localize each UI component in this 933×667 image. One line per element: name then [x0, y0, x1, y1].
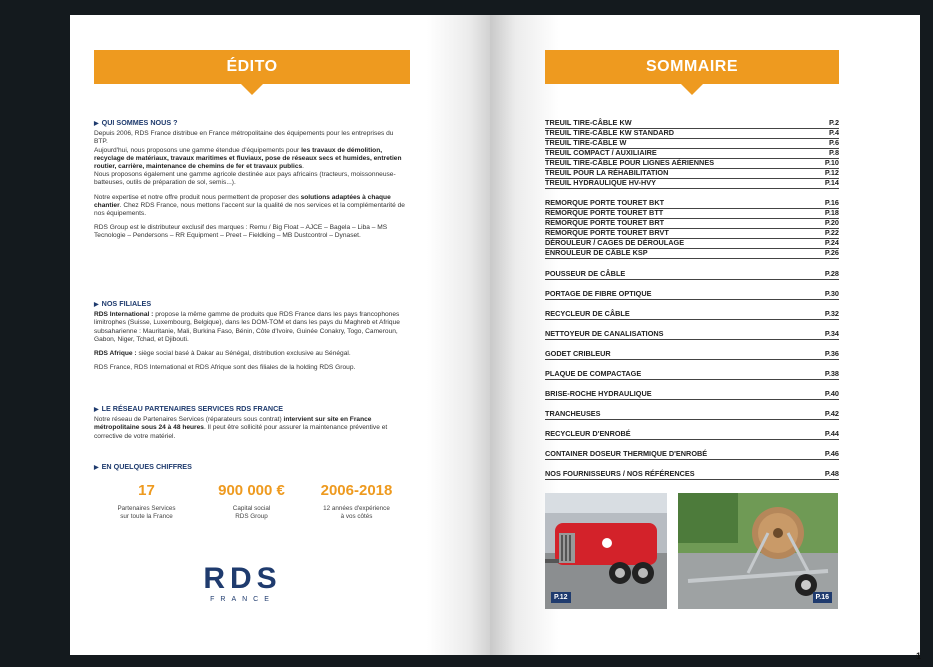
toc-entry[interactable]: CONTAINER DOSEUR THERMIQUE D'ENROBÉ P.46 — [545, 449, 839, 458]
section-heading: ▶ EN QUELQUES CHIFFRES — [94, 462, 192, 471]
section-heading: ▶ LE RÉSEAU PARTENAIRES SERVICES RDS FRANCE — [94, 404, 284, 413]
toc-entry[interactable]: DÉROULEUR / CAGES DE DÉROULAGE P.24 — [545, 238, 839, 247]
left-page — [70, 15, 490, 655]
section-reseau-partenaires — [94, 405, 409, 447]
paragraph: Aujourd'hui, nous proposons une gamme étendue d'équipements pour les travaux de démolition, recyclage de matériaux, travaux maritimes et fluviaux, pose de réseaux secs et humides, entretien routier, carrière, maintenance de chemins de fer et travaux publics. — [94, 146, 402, 171]
paragraph: RDS France, RDS International et RDS Afrique sont des filiales de la holding RDS Group. — [94, 364, 356, 372]
stat-capital: 900 000 € Capital social RDS Group — [218, 482, 285, 520]
toc-entry[interactable]: PORTAGE DE FIBRE OPTIQUE P.30 — [545, 289, 839, 298]
toc-entry[interactable]: POUSSEUR DE CÂBLE P.28 — [545, 269, 839, 278]
section-qui-sommes-nous — [94, 119, 409, 247]
paragraph: Notre expertise et notre offre produit nous permettent de proposer des solutions adaptées à chaque chantier. Chez RDS France, nous mettons l'accent sur la qualité de nos services et la complémentarité de nos équipements. — [94, 193, 405, 218]
arrow-icon: ▶ — [94, 121, 99, 127]
toc-entry[interactable]: BRISE-ROCHE HYDRAULIQUE P.40 — [545, 389, 839, 398]
edito-banner: ÉDITO — [94, 50, 410, 84]
photo-treuil-rehabilitation[interactable] — [545, 493, 667, 609]
sommaire-banner: SOMMAIRE — [545, 50, 839, 84]
toc-entry[interactable]: TREUIL TIRE-CÂBLE W P.6 — [545, 138, 839, 147]
toc-entry[interactable]: REMORQUE PORTE TOURET BTT P.18 — [545, 208, 839, 217]
paragraph: Depuis 2006, RDS France distribue en France métropolitaine des équipements pour les entreprises du BTP. — [94, 130, 394, 146]
arrow-icon: ▶ — [94, 465, 99, 471]
toc-entry[interactable]: NETTOYEUR DE CANALISATIONS P.34 — [545, 329, 839, 338]
toc-entry[interactable]: TREUIL POUR LA RÉHABILITATION P.12 — [545, 168, 839, 177]
toc-entry[interactable]: RECYCLEUR D'ENROBÉ P.44 — [545, 429, 839, 438]
toc-entry[interactable]: TREUIL TIRE-CÂBLE POUR LIGNES AÉRIENNES P.10 — [545, 158, 839, 167]
arrow-icon: ▶ — [94, 407, 99, 413]
section-nos-filiales — [94, 300, 409, 378]
paragraph: RDS International : propose la même gamme de produits que RDS France dans les pays francophones limitrophes (Suisse, Luxembourg, Belgique), dans les DOM-TOM et dans les pays du Maghreb et Afrique subsaharienne : Mauritanie, Mali, Burkina Faso, Bénin, Côte d'Ivoire, Guinée Conakry, Togo, Cameroun, Gabon, Niger, Tchad, et Djibouti. — [94, 311, 400, 343]
toc-entry[interactable]: TREUIL HYDRAULIQUE HV-HVY P.14 — [545, 178, 839, 187]
toc-entry[interactable]: REMORQUE PORTE TOURET BRT P.20 — [545, 218, 839, 227]
toc-entry[interactable]: TREUIL COMPACT / AUXILIAIRE P.8 — [545, 148, 839, 157]
toc-entry[interactable]: NOS FOURNISSEURS / NOS RÉFÉRENCES P.48 — [545, 469, 839, 478]
toc-entry[interactable]: ENROULEUR DE CÂBLE KSP P.26 — [545, 248, 839, 257]
section-heading: ▶ QUI SOMMES NOUS ? — [94, 118, 178, 127]
paragraph: Nous proposons également une gamme agricole destinée aux pays africains (tracteurs, moissonneuse-batteuses, outils de préparation de sol, semis...). — [94, 171, 396, 187]
toc-entry[interactable]: RECYCLEUR DE CÂBLE P.32 — [545, 309, 839, 318]
paragraph: RDS Group est le distributeur exclusif des marques : Remu / Big Float – AJCE – Bagela – Liba – MS Tecnologie – Pendersons – RR Equipment – Preet – Fieldking – MB Dustcontrol – Dynaset. — [94, 224, 388, 240]
toc-entry[interactable]: TREUIL TIRE-CÂBLE KW STANDARD P.4 — [545, 128, 839, 137]
brochure-spread — [70, 15, 920, 655]
paragraph: RDS Afrique : siège social basé à Dakar au Sénégal, distribution exclusive au Sénégal. — [94, 350, 351, 358]
arrow-icon: ▶ — [94, 302, 99, 308]
photo-remorque-porte-touret[interactable] — [678, 493, 838, 609]
toc-entry[interactable]: REMORQUE PORTE TOURET BRVT P.22 — [545, 228, 839, 237]
toc-entry[interactable]: REMORQUE PORTE TOURET BKT P.16 — [545, 198, 839, 207]
section-chiffres — [94, 463, 409, 474]
stat-annees: 2006-2018 12 années d'expérience à vos côtés — [320, 482, 393, 520]
toc-entry[interactable]: PLAQUE DE COMPACTAGE P.38 — [545, 369, 839, 378]
rds-france-logo: RDS FRANCE — [203, 562, 282, 603]
paragraph: Notre réseau de Partenaires Services (réparateurs sous contrat) intervient sur site en France métropolitaine sous 24 à 48 heures. Il peut être sollicité pour assurer la maintenance préventive et corrective de votre matériel. — [94, 416, 388, 440]
toc-entry[interactable]: TREUIL TIRE-CÂBLE KW P.2 — [545, 118, 839, 127]
toc-entry[interactable]: TRANCHEUSES P.42 — [545, 409, 839, 418]
toc-entry[interactable]: GODET CRIBLEUR P.36 — [545, 349, 839, 358]
photo-page-label: P.16 — [813, 592, 833, 603]
right-page — [490, 15, 920, 655]
section-heading: ▶ NOS FILIALES — [94, 299, 152, 308]
page-number: 1 — [915, 651, 921, 661]
photo-page-label: P.12 — [551, 592, 571, 603]
stat-partenaires: 17 Partenaires Services sur toute la France — [117, 482, 176, 520]
